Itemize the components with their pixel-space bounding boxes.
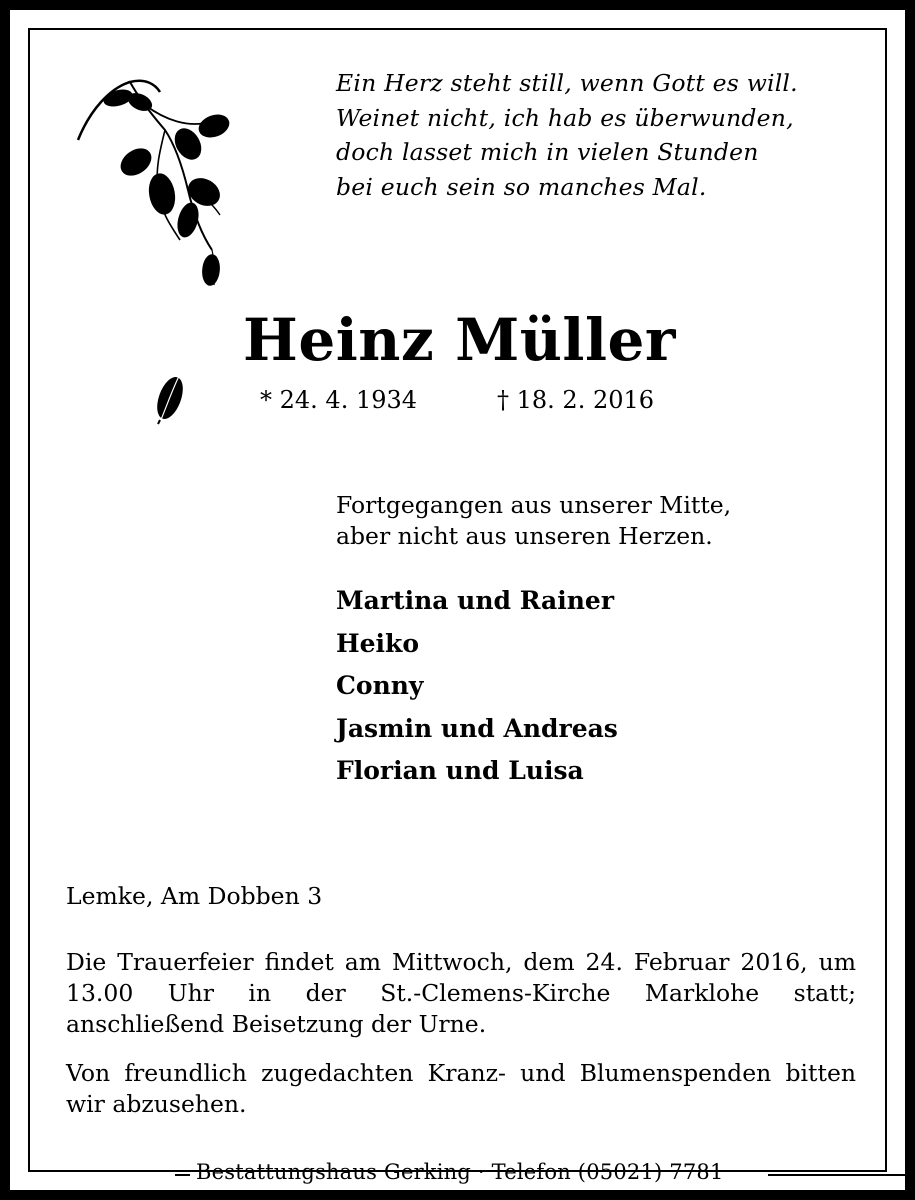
donation-notice: Von freundlich zugedachten Kranz- und Blumenspenden bitten wir abzusehen. bbox=[66, 1059, 856, 1118]
footer-rule-right bbox=[768, 1174, 905, 1176]
poem-line: bei euch sein so manches Mal. bbox=[336, 172, 707, 201]
mourner-name: Martina und Rainer bbox=[336, 586, 615, 615]
memorial-phrase-line: aber nicht aus unseren Herzen. bbox=[336, 522, 713, 550]
mourner-name: Florian und Luisa bbox=[336, 756, 584, 785]
mourner-name: Jasmin und Andreas bbox=[336, 713, 618, 743]
poem-line: Ein Herz steht still, wenn Gott es will. bbox=[336, 69, 798, 97]
memorial-phrase bbox=[336, 490, 731, 552]
funeral-home-contact: Bestattungshaus Gerking · Telefon (05021) 7781 bbox=[196, 1160, 724, 1184]
birth-date: * 24. 4. 1934 bbox=[260, 386, 418, 414]
footer bbox=[20, 1160, 895, 1186]
falling-leaf-icon bbox=[150, 368, 190, 428]
death-date: † 18. 2. 2016 bbox=[497, 386, 655, 414]
memorial-phrase-line: Fortgegangen aus unserer Mitte, bbox=[336, 491, 732, 519]
deceased-name: Heinz Müller bbox=[243, 306, 676, 374]
poem-line: doch lasset mich in vielen Stunden bbox=[336, 138, 759, 166]
funeral-notice: Die Trauerfeier findet am Mittwoch, dem 24. Februar 2016, um 13.00 Uhr in der St.-Clemens-Kirche Marklohe statt; anschließend Beisetzung der Urne. bbox=[66, 948, 856, 1038]
birch-branch-icon bbox=[70, 70, 240, 305]
mourner-name: Heiko bbox=[336, 628, 420, 658]
poem bbox=[336, 66, 798, 204]
footer-rule-left bbox=[175, 1174, 190, 1176]
poem-line: Weinet nicht, ich hab es überwunden, bbox=[336, 103, 794, 132]
mourner-name: Conny bbox=[336, 671, 424, 700]
mourners-list bbox=[336, 580, 618, 793]
address: Lemke, Am Dobben 3 bbox=[66, 882, 323, 910]
